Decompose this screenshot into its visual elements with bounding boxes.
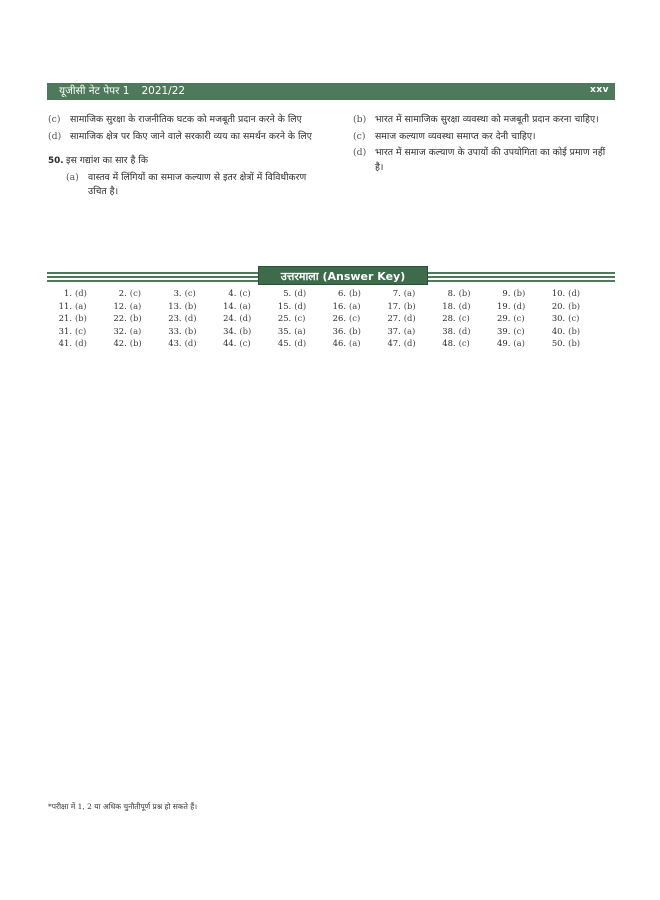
answer-key-cell bbox=[267, 287, 322, 300]
answer-key-cell bbox=[103, 337, 158, 350]
answer-number: 31. bbox=[58, 325, 72, 336]
answer-key-cell bbox=[212, 287, 267, 300]
answer-key-cell bbox=[212, 312, 267, 325]
answer-key-cell bbox=[377, 287, 432, 300]
option-text: वास्तव में लिंगियों का समाज कल्याण से इतर क्षेत्रों में विविधीकरण उचित है। bbox=[88, 171, 307, 197]
answer-key-row bbox=[48, 300, 596, 313]
answer-number: 42. bbox=[113, 338, 127, 348]
answer-number: 3. bbox=[173, 288, 182, 298]
answer-number: 18. bbox=[442, 300, 456, 311]
option-row bbox=[353, 113, 615, 128]
answer-option: (c) bbox=[129, 288, 142, 298]
answer-option: (b) bbox=[568, 300, 581, 311]
option-label: (c) bbox=[48, 114, 61, 125]
answer-option: (d) bbox=[75, 288, 87, 298]
option-label: (d) bbox=[353, 147, 367, 158]
answer-number: 14. bbox=[223, 300, 237, 311]
answer-key-cell bbox=[377, 325, 432, 338]
answer-key-cell bbox=[322, 337, 377, 350]
answer-option: (b) bbox=[184, 325, 197, 336]
answer-number: 9. bbox=[502, 288, 511, 298]
answer-option: (d) bbox=[294, 338, 307, 348]
question-text: इस गद्यांश का सार है कि bbox=[66, 155, 148, 166]
answer-option: (a) bbox=[403, 325, 416, 336]
answer-key-cell bbox=[432, 287, 487, 300]
question-number: 50. bbox=[48, 156, 64, 166]
option-text: सामाजिक सुरक्षा के राजनीतिक घटक को मजबूती प्रदान करने के लिए bbox=[70, 114, 302, 125]
answer-number: 26. bbox=[332, 313, 346, 323]
answer-option: (b) bbox=[75, 313, 87, 323]
answer-option: (b) bbox=[348, 325, 361, 336]
answer-number: 36. bbox=[332, 325, 346, 336]
answer-key-row bbox=[48, 337, 596, 350]
header-title bbox=[59, 84, 185, 98]
answer-key-cell bbox=[432, 337, 487, 350]
answer-option: (b) bbox=[513, 288, 526, 298]
header-year: 2021/22 bbox=[141, 85, 186, 97]
answer-number: 19. bbox=[497, 300, 511, 311]
answer-option: (d) bbox=[184, 338, 197, 348]
answer-number: 47. bbox=[387, 338, 401, 348]
answer-number: 24. bbox=[223, 313, 237, 323]
answer-number: 50. bbox=[551, 338, 566, 348]
answer-number: 40. bbox=[551, 325, 566, 336]
option-label: (a) bbox=[66, 171, 79, 183]
answer-number: 10. bbox=[551, 288, 566, 298]
answer-number: 22. bbox=[113, 313, 127, 323]
answer-number: 37. bbox=[387, 325, 401, 336]
answer-key-cell bbox=[377, 312, 432, 325]
answer-option: (a) bbox=[348, 338, 361, 348]
answer-key-cell bbox=[377, 300, 432, 313]
book-title: यूजीसी नेट पेपर 1 bbox=[59, 85, 130, 97]
answer-key-cell bbox=[322, 287, 377, 300]
answer-number: 46. bbox=[332, 338, 346, 348]
answer-number: 13. bbox=[168, 300, 182, 311]
answer-key-cell bbox=[267, 325, 322, 338]
answer-key-cell bbox=[541, 325, 596, 338]
answer-key-cell bbox=[322, 312, 377, 325]
answer-key-cell bbox=[158, 325, 213, 338]
answer-option: (b) bbox=[568, 338, 581, 348]
answer-option: (d) bbox=[458, 325, 471, 336]
answer-key-cell bbox=[103, 325, 158, 338]
answer-key-cell bbox=[212, 300, 267, 313]
answer-key-row bbox=[48, 312, 596, 325]
answer-key-cell bbox=[48, 300, 103, 313]
answer-option: (c) bbox=[239, 288, 251, 298]
answer-number: 48. bbox=[442, 338, 456, 348]
answer-option: (d) bbox=[239, 313, 252, 323]
answer-number: 30. bbox=[551, 313, 566, 323]
answer-number: 43. bbox=[168, 338, 182, 348]
answer-key-cell bbox=[212, 325, 267, 338]
answer-number: 11. bbox=[58, 300, 72, 311]
answer-key-cell bbox=[158, 337, 213, 350]
question-50 bbox=[48, 154, 324, 169]
answer-key-cell bbox=[48, 337, 103, 350]
answer-option: (b) bbox=[184, 300, 197, 311]
answer-key-cell bbox=[158, 287, 213, 300]
option-text: भारत में समाज कल्याण के उपायों की उपयोगिता का कोई प्रमाण नहीं है। bbox=[375, 147, 606, 173]
option-row bbox=[48, 113, 324, 128]
answer-option: (d) bbox=[403, 338, 416, 348]
answer-number: 6. bbox=[337, 288, 346, 298]
answer-key-cell bbox=[103, 312, 158, 325]
answer-option: (b) bbox=[568, 325, 581, 336]
answer-option: (b) bbox=[239, 325, 252, 336]
answer-key-cell bbox=[541, 287, 596, 300]
answer-key-cell bbox=[432, 300, 487, 313]
answer-option: (b) bbox=[403, 300, 416, 311]
answer-option: (c) bbox=[513, 325, 525, 336]
answer-number: 27. bbox=[387, 313, 401, 323]
answer-number: 28. bbox=[442, 313, 456, 323]
answer-option: (d) bbox=[403, 313, 416, 323]
answer-option: (d) bbox=[184, 313, 197, 323]
answer-option: (d) bbox=[568, 288, 581, 298]
answer-number: 33. bbox=[168, 325, 182, 336]
answer-key-cell bbox=[486, 287, 541, 300]
option-label: (b) bbox=[353, 114, 367, 125]
answer-option: (d) bbox=[294, 288, 307, 298]
answer-key-cell bbox=[267, 300, 322, 313]
option-text: समाज कल्याण व्यवस्था समाप्त कर देनी चाहिए। bbox=[375, 130, 536, 142]
answer-number: 5. bbox=[283, 288, 292, 298]
answer-option: (b) bbox=[348, 288, 361, 298]
answer-key-cell bbox=[322, 325, 377, 338]
answer-key-cell bbox=[103, 287, 158, 300]
answer-option: (d) bbox=[294, 300, 307, 311]
answer-option: (a) bbox=[294, 325, 306, 336]
answer-number: 7. bbox=[392, 288, 401, 298]
answer-option: (c) bbox=[513, 313, 525, 323]
option-row bbox=[353, 130, 615, 145]
option-row bbox=[48, 130, 324, 145]
page-header bbox=[47, 83, 615, 100]
answer-number: 49. bbox=[497, 338, 511, 348]
answer-key-cell bbox=[432, 312, 487, 325]
answer-number: 21. bbox=[58, 313, 72, 323]
answer-key-cell bbox=[541, 337, 596, 350]
answer-number: 32. bbox=[113, 325, 127, 336]
answer-option: (c) bbox=[294, 313, 306, 323]
answer-number: 23. bbox=[168, 313, 182, 323]
answer-option: (d) bbox=[513, 300, 526, 311]
answer-key-cell bbox=[377, 337, 432, 350]
answer-option: (a) bbox=[129, 325, 142, 336]
answer-option: (c) bbox=[239, 338, 251, 348]
option-row bbox=[48, 171, 324, 200]
option-text: सामाजिक क्षेत्र पर किए जाने वाले सरकारी व्यय का समर्थन करने के लिए bbox=[70, 130, 312, 142]
answer-key-cell bbox=[267, 337, 322, 350]
answer-key-row bbox=[48, 325, 596, 338]
answer-number: 16. bbox=[332, 300, 346, 311]
answer-key-cell bbox=[158, 300, 213, 313]
answer-number: 29. bbox=[497, 313, 511, 323]
option-label: (c) bbox=[353, 130, 366, 142]
answer-key-cell bbox=[322, 300, 377, 313]
right-column bbox=[353, 113, 615, 177]
answer-number: 4. bbox=[228, 288, 237, 298]
answer-number: 20. bbox=[551, 300, 566, 311]
answer-key-cell bbox=[48, 325, 103, 338]
answer-option: (a) bbox=[513, 338, 525, 348]
answer-option: (c) bbox=[458, 313, 470, 323]
answer-key-row bbox=[48, 287, 596, 300]
page-number: xxv bbox=[590, 85, 609, 95]
answer-option: (c) bbox=[568, 313, 580, 323]
answer-key-cell bbox=[541, 312, 596, 325]
answer-key-cell bbox=[212, 337, 267, 350]
answer-number: 34. bbox=[223, 325, 237, 336]
answer-number: 2. bbox=[118, 288, 127, 298]
answer-key-title: उत्तरमाला (Answer Key) bbox=[258, 266, 428, 285]
answer-key-cell bbox=[158, 312, 213, 325]
answer-number: 8. bbox=[447, 288, 456, 298]
answer-number: 15. bbox=[277, 300, 292, 311]
answer-option: (b) bbox=[129, 313, 142, 323]
answer-key-cell bbox=[486, 300, 541, 313]
answer-number: 25. bbox=[277, 313, 292, 323]
answer-option: (a) bbox=[403, 288, 416, 298]
answer-number: 17. bbox=[387, 300, 401, 311]
left-column bbox=[48, 113, 324, 202]
answer-key-cell bbox=[48, 312, 103, 325]
option-text: भारत में सामाजिक सुरक्षा व्यवस्था को मजबूती प्रदान करना चाहिए। bbox=[375, 114, 599, 125]
answer-number: 39. bbox=[497, 325, 511, 336]
answer-option: (d) bbox=[75, 338, 87, 348]
answer-option: (a) bbox=[239, 300, 251, 311]
answer-option: (d) bbox=[458, 300, 471, 311]
answer-option: (a) bbox=[75, 300, 87, 311]
answer-option: (a) bbox=[348, 300, 361, 311]
answer-number: 12. bbox=[113, 300, 127, 311]
answer-key-cell bbox=[541, 300, 596, 313]
option-row bbox=[353, 146, 615, 175]
answer-number: 38. bbox=[442, 325, 456, 336]
answer-key-grid bbox=[48, 287, 596, 350]
answer-key-cell bbox=[486, 312, 541, 325]
answer-key-cell bbox=[103, 300, 158, 313]
answer-key-cell bbox=[486, 325, 541, 338]
answer-number: 45. bbox=[277, 338, 292, 348]
answer-option: (c) bbox=[75, 325, 87, 336]
answer-option: (a) bbox=[129, 300, 142, 311]
answer-key-header bbox=[47, 268, 615, 284]
answer-key-cell bbox=[48, 287, 103, 300]
answer-option: (b) bbox=[458, 288, 471, 298]
answer-option: (c) bbox=[184, 288, 196, 298]
answer-key-cell bbox=[267, 312, 322, 325]
answer-option: (c) bbox=[348, 313, 361, 323]
option-label: (d) bbox=[48, 130, 62, 142]
answer-key-cell bbox=[486, 337, 541, 350]
answer-option: (c) bbox=[458, 338, 470, 348]
answer-option: (b) bbox=[129, 338, 142, 348]
footnote: *परीक्षा में 1, 2 या अधिक चुनौतीपूर्ण प्रश्न हो सकते हैं। bbox=[48, 802, 198, 811]
answer-number: 1. bbox=[64, 288, 72, 298]
answer-key-cell bbox=[432, 325, 487, 338]
answer-number: 35. bbox=[277, 325, 292, 336]
answer-number: 44. bbox=[223, 338, 237, 348]
answer-number: 41. bbox=[58, 338, 72, 348]
